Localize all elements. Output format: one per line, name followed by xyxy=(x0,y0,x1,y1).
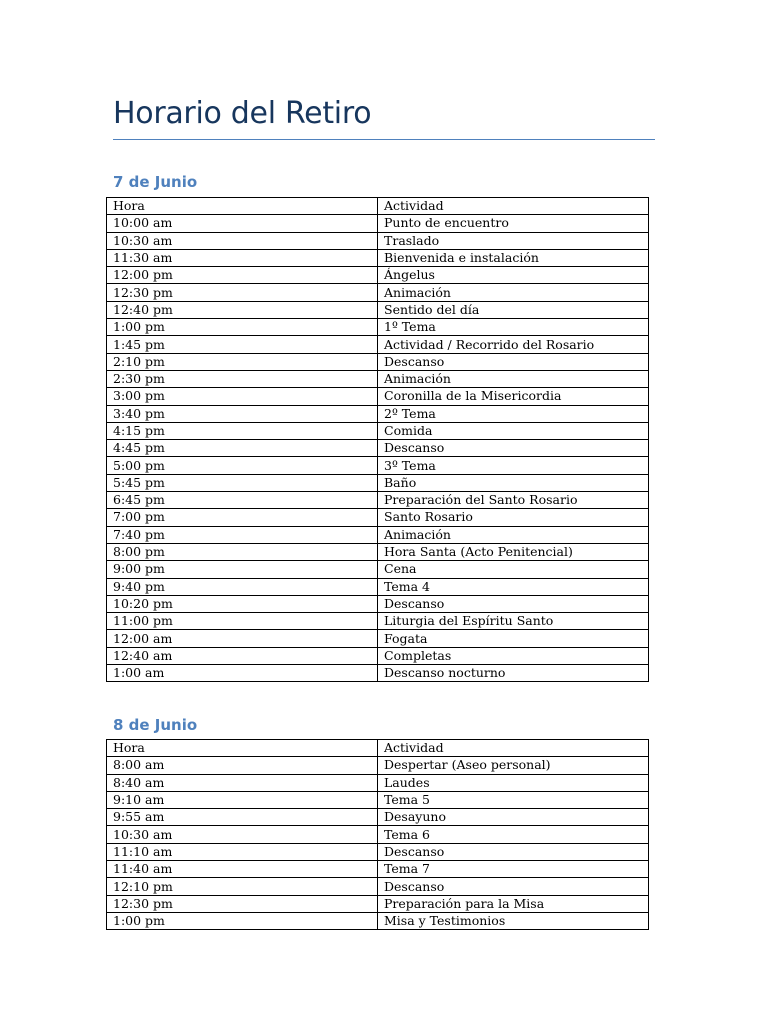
time-cell: 12:40 am xyxy=(107,647,378,664)
table-row xyxy=(107,405,649,422)
table-row xyxy=(107,561,649,578)
table-row xyxy=(107,543,649,560)
time-cell: 5:45 pm xyxy=(107,474,378,491)
activity-cell: Tema 5 xyxy=(378,791,649,808)
table-row xyxy=(107,474,649,491)
activity-cell: Animación xyxy=(378,526,649,543)
activity-cell: Actividad / Recorrido del Rosario xyxy=(378,336,649,353)
time-cell: 1:00 pm xyxy=(107,319,378,336)
time-cell: 2:10 pm xyxy=(107,353,378,370)
column-header-activity: Actividad xyxy=(378,198,649,215)
table-row xyxy=(107,912,649,929)
activity-cell: Descanso nocturno xyxy=(378,665,649,682)
activity-cell: Descanso xyxy=(378,878,649,895)
time-cell: 11:00 pm xyxy=(107,613,378,630)
activity-cell: 2º Tema xyxy=(378,405,649,422)
column-header-time: Hora xyxy=(107,198,378,215)
column-header-time: Hora xyxy=(107,740,378,757)
time-cell: 12:00 pm xyxy=(107,267,378,284)
time-cell: 11:10 am xyxy=(107,843,378,860)
time-cell: 4:15 pm xyxy=(107,422,378,439)
time-cell: 10:00 am xyxy=(107,215,378,232)
activity-cell: Tema 7 xyxy=(378,861,649,878)
schedule-table-day-1 xyxy=(106,197,649,682)
table-row xyxy=(107,267,649,284)
time-cell: 12:10 pm xyxy=(107,878,378,895)
table-row xyxy=(107,422,649,439)
activity-cell: Completas xyxy=(378,647,649,664)
activity-cell: Hora Santa (Acto Penitencial) xyxy=(378,543,649,560)
activity-cell: Descanso xyxy=(378,440,649,457)
time-cell: 4:45 pm xyxy=(107,440,378,457)
activity-cell: Descanso xyxy=(378,353,649,370)
activity-cell: Despertar (Aseo personal) xyxy=(378,757,649,774)
activity-cell: Sentido del día xyxy=(378,301,649,318)
table-row xyxy=(107,284,649,301)
time-cell: 9:00 pm xyxy=(107,561,378,578)
activity-cell: Preparación para la Misa xyxy=(378,895,649,912)
time-cell: 10:30 am xyxy=(107,826,378,843)
time-cell: 11:40 am xyxy=(107,861,378,878)
table-row xyxy=(107,630,649,647)
time-cell: 12:00 am xyxy=(107,630,378,647)
table-row xyxy=(107,665,649,682)
time-cell: 1:45 pm xyxy=(107,336,378,353)
time-cell: 12:40 pm xyxy=(107,301,378,318)
table-row xyxy=(107,232,649,249)
activity-cell: Tema 6 xyxy=(378,826,649,843)
day-heading: 8 de Junio xyxy=(113,716,198,734)
activity-cell: Baño xyxy=(378,474,649,491)
activity-cell: Bienvenida e instalación xyxy=(378,249,649,266)
table-row xyxy=(107,878,649,895)
activity-cell: Desayuno xyxy=(378,809,649,826)
time-cell: 1:00 am xyxy=(107,665,378,682)
activity-cell: Coronilla de la Misericordia xyxy=(378,388,649,405)
time-cell: 10:30 am xyxy=(107,232,378,249)
table-row xyxy=(107,843,649,860)
time-cell: 2:30 pm xyxy=(107,370,378,387)
activity-cell: Animación xyxy=(378,370,649,387)
table-row xyxy=(107,809,649,826)
table-row xyxy=(107,492,649,509)
activity-cell: Santo Rosario xyxy=(378,509,649,526)
activity-cell: Preparación del Santo Rosario xyxy=(378,492,649,509)
activity-cell: Animación xyxy=(378,284,649,301)
activity-cell: Punto de encuentro xyxy=(378,215,649,232)
time-cell: 7:00 pm xyxy=(107,509,378,526)
table-row xyxy=(107,457,649,474)
time-cell: 10:20 pm xyxy=(107,595,378,612)
time-cell: 8:00 am xyxy=(107,757,378,774)
table-row xyxy=(107,319,649,336)
table-row xyxy=(107,791,649,808)
title-underline xyxy=(113,139,655,140)
table-row xyxy=(107,249,649,266)
table-row xyxy=(107,215,649,232)
table-row xyxy=(107,440,649,457)
activity-cell: Liturgia del Espíritu Santo xyxy=(378,613,649,630)
table-row xyxy=(107,370,649,387)
activity-cell: Ángelus xyxy=(378,267,649,284)
table-row xyxy=(107,336,649,353)
table-row xyxy=(107,526,649,543)
activity-cell: 1º Tema xyxy=(378,319,649,336)
table-row xyxy=(107,774,649,791)
time-cell: 9:10 am xyxy=(107,791,378,808)
table-header-row xyxy=(107,740,649,757)
table-row xyxy=(107,757,649,774)
table-row xyxy=(107,595,649,612)
activity-cell: Tema 4 xyxy=(378,578,649,595)
time-cell: 6:45 pm xyxy=(107,492,378,509)
time-cell: 9:55 am xyxy=(107,809,378,826)
activity-cell: Traslado xyxy=(378,232,649,249)
time-cell: 3:00 pm xyxy=(107,388,378,405)
day-heading: 7 de Junio xyxy=(113,173,198,191)
time-cell: 8:00 pm xyxy=(107,543,378,560)
page-title: Horario del Retiro xyxy=(113,96,372,131)
activity-cell: Cena xyxy=(378,561,649,578)
schedule-table-day-2 xyxy=(106,739,649,930)
time-cell: 11:30 am xyxy=(107,249,378,266)
time-cell: 12:30 pm xyxy=(107,284,378,301)
table-row xyxy=(107,509,649,526)
time-cell: 8:40 am xyxy=(107,774,378,791)
activity-cell: Misa y Testimonios xyxy=(378,912,649,929)
activity-cell: Laudes xyxy=(378,774,649,791)
activity-cell: Descanso xyxy=(378,843,649,860)
activity-cell: Fogata xyxy=(378,630,649,647)
table-row xyxy=(107,301,649,318)
table-row xyxy=(107,388,649,405)
time-cell: 5:00 pm xyxy=(107,457,378,474)
activity-cell: Descanso xyxy=(378,595,649,612)
table-row xyxy=(107,647,649,664)
time-cell: 1:00 pm xyxy=(107,912,378,929)
table-header-row xyxy=(107,198,649,215)
table-row xyxy=(107,353,649,370)
activity-cell: 3º Tema xyxy=(378,457,649,474)
column-header-activity: Actividad xyxy=(378,740,649,757)
table-row xyxy=(107,578,649,595)
table-row xyxy=(107,895,649,912)
time-cell: 3:40 pm xyxy=(107,405,378,422)
table-row xyxy=(107,826,649,843)
table-row xyxy=(107,861,649,878)
activity-cell: Comida xyxy=(378,422,649,439)
time-cell: 9:40 pm xyxy=(107,578,378,595)
table-row xyxy=(107,613,649,630)
time-cell: 7:40 pm xyxy=(107,526,378,543)
time-cell: 12:30 pm xyxy=(107,895,378,912)
